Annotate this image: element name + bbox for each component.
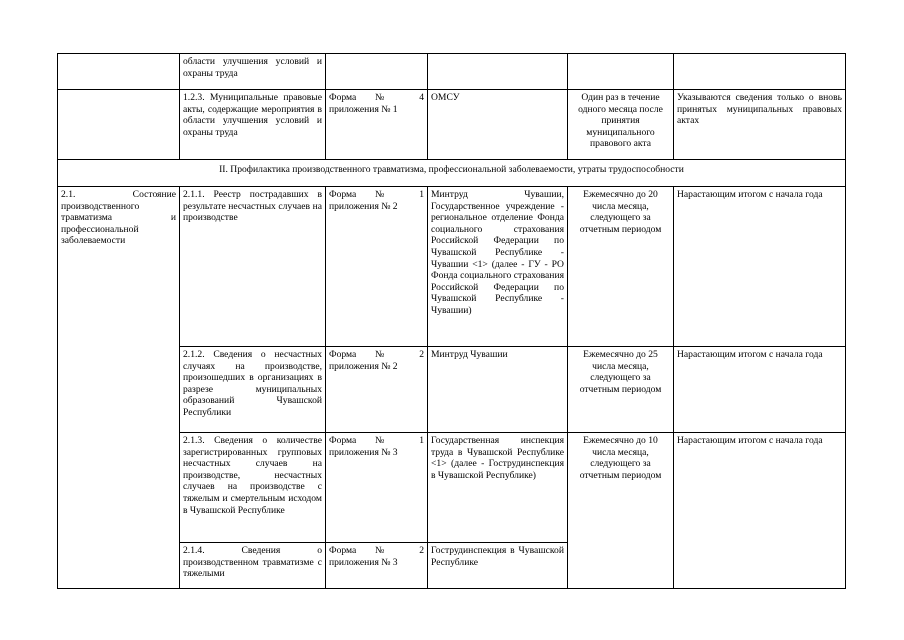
table-cell: Форма № 4 приложения № 1 bbox=[326, 90, 428, 160]
table-cell bbox=[674, 54, 846, 90]
table-cell: 2.1.4. Сведения о производственном травматизме с тяжелыми bbox=[180, 543, 326, 589]
table-row bbox=[58, 187, 846, 347]
section-heading: II. Профилактика производственного травматизма, профессиональной заболеваемости, утраты трудоспособности bbox=[58, 160, 846, 187]
table-cell: 2.1. Состояние производственного травматизма и профессиональной заболеваемости bbox=[58, 187, 180, 589]
table-cell: Один раз в течение одного месяца после принятия муниципального правового акта bbox=[568, 90, 674, 160]
table-cell bbox=[58, 54, 180, 90]
table-cell: 2.1.1. Реестр пострадавших в результате несчастных случаев на производстве bbox=[180, 187, 326, 347]
table-cell: Нарастающим итогом с начала года bbox=[674, 433, 846, 589]
table-cell: Нарастающим итогом с начала года bbox=[674, 187, 846, 347]
table-cell bbox=[326, 54, 428, 90]
table-cell: Форма № 1 приложения № 3 bbox=[326, 433, 428, 543]
table-cell: 1.2.3. Муниципальные правовые акты, содержащие мероприятия в области улучшения условий и охраны труда bbox=[180, 90, 326, 160]
table-cell: ОМСУ bbox=[428, 90, 568, 160]
table-cell bbox=[568, 54, 674, 90]
reporting-table bbox=[57, 53, 846, 589]
table-cell: области улучшения условий и охраны труда bbox=[180, 54, 326, 90]
table-cell: Ежемесячно до 10 числа месяца, следующего за отчетным периодом bbox=[568, 433, 674, 589]
table-cell: Форма № 2 приложения № 2 bbox=[326, 347, 428, 433]
section-row bbox=[58, 160, 846, 187]
table-cell: Государственная инспекция труда в Чувашской Республике <1> (далее - Гострудинспекция в Чувашской Республике) bbox=[428, 433, 568, 543]
table-cell bbox=[58, 90, 180, 160]
table-cell bbox=[428, 54, 568, 90]
table-cell: Минтруд Чувашии bbox=[428, 347, 568, 433]
table-cell: Минтруд Чувашии, Государственное учреждение - региональное отделение Фонда социального страхования Российской Федерации по Чувашской Республике - Чувашии <1> (далее - ГУ - РО Фонда социального страхования Российской Федерации по Чувашской Республике - Чувашии) bbox=[428, 187, 568, 347]
table-cell: Форма № 2 приложения № 3 bbox=[326, 543, 428, 589]
table-cell: 2.1.3. Сведения о количестве зарегистрированных групповых несчастных случаев на производстве, несчастных случаев на производстве с тяжелым и смертельным исходом в Чувашской Республике bbox=[180, 433, 326, 543]
table-cell: 2.1.2. Сведения о несчастных случаях на производстве, произошедших в организациях в разрезе муниципальных образований Чувашской Республики bbox=[180, 347, 326, 433]
table-row bbox=[58, 90, 846, 160]
table-row bbox=[58, 54, 846, 90]
table-cell: Нарастающим итогом с начала года bbox=[674, 347, 846, 433]
table-cell: Форма № 1 приложения № 2 bbox=[326, 187, 428, 347]
table-cell: Ежемесячно до 25 числа месяца, следующего за отчетным периодом bbox=[568, 347, 674, 433]
table-cell: Указываются сведения только о вновь принятых муниципальных правовых актах bbox=[674, 90, 846, 160]
table-cell: Гострудинспекция в Чувашской Республике bbox=[428, 543, 568, 589]
table-cell: Ежемесячно до 20 числа месяца, следующего за отчетным периодом bbox=[568, 187, 674, 347]
